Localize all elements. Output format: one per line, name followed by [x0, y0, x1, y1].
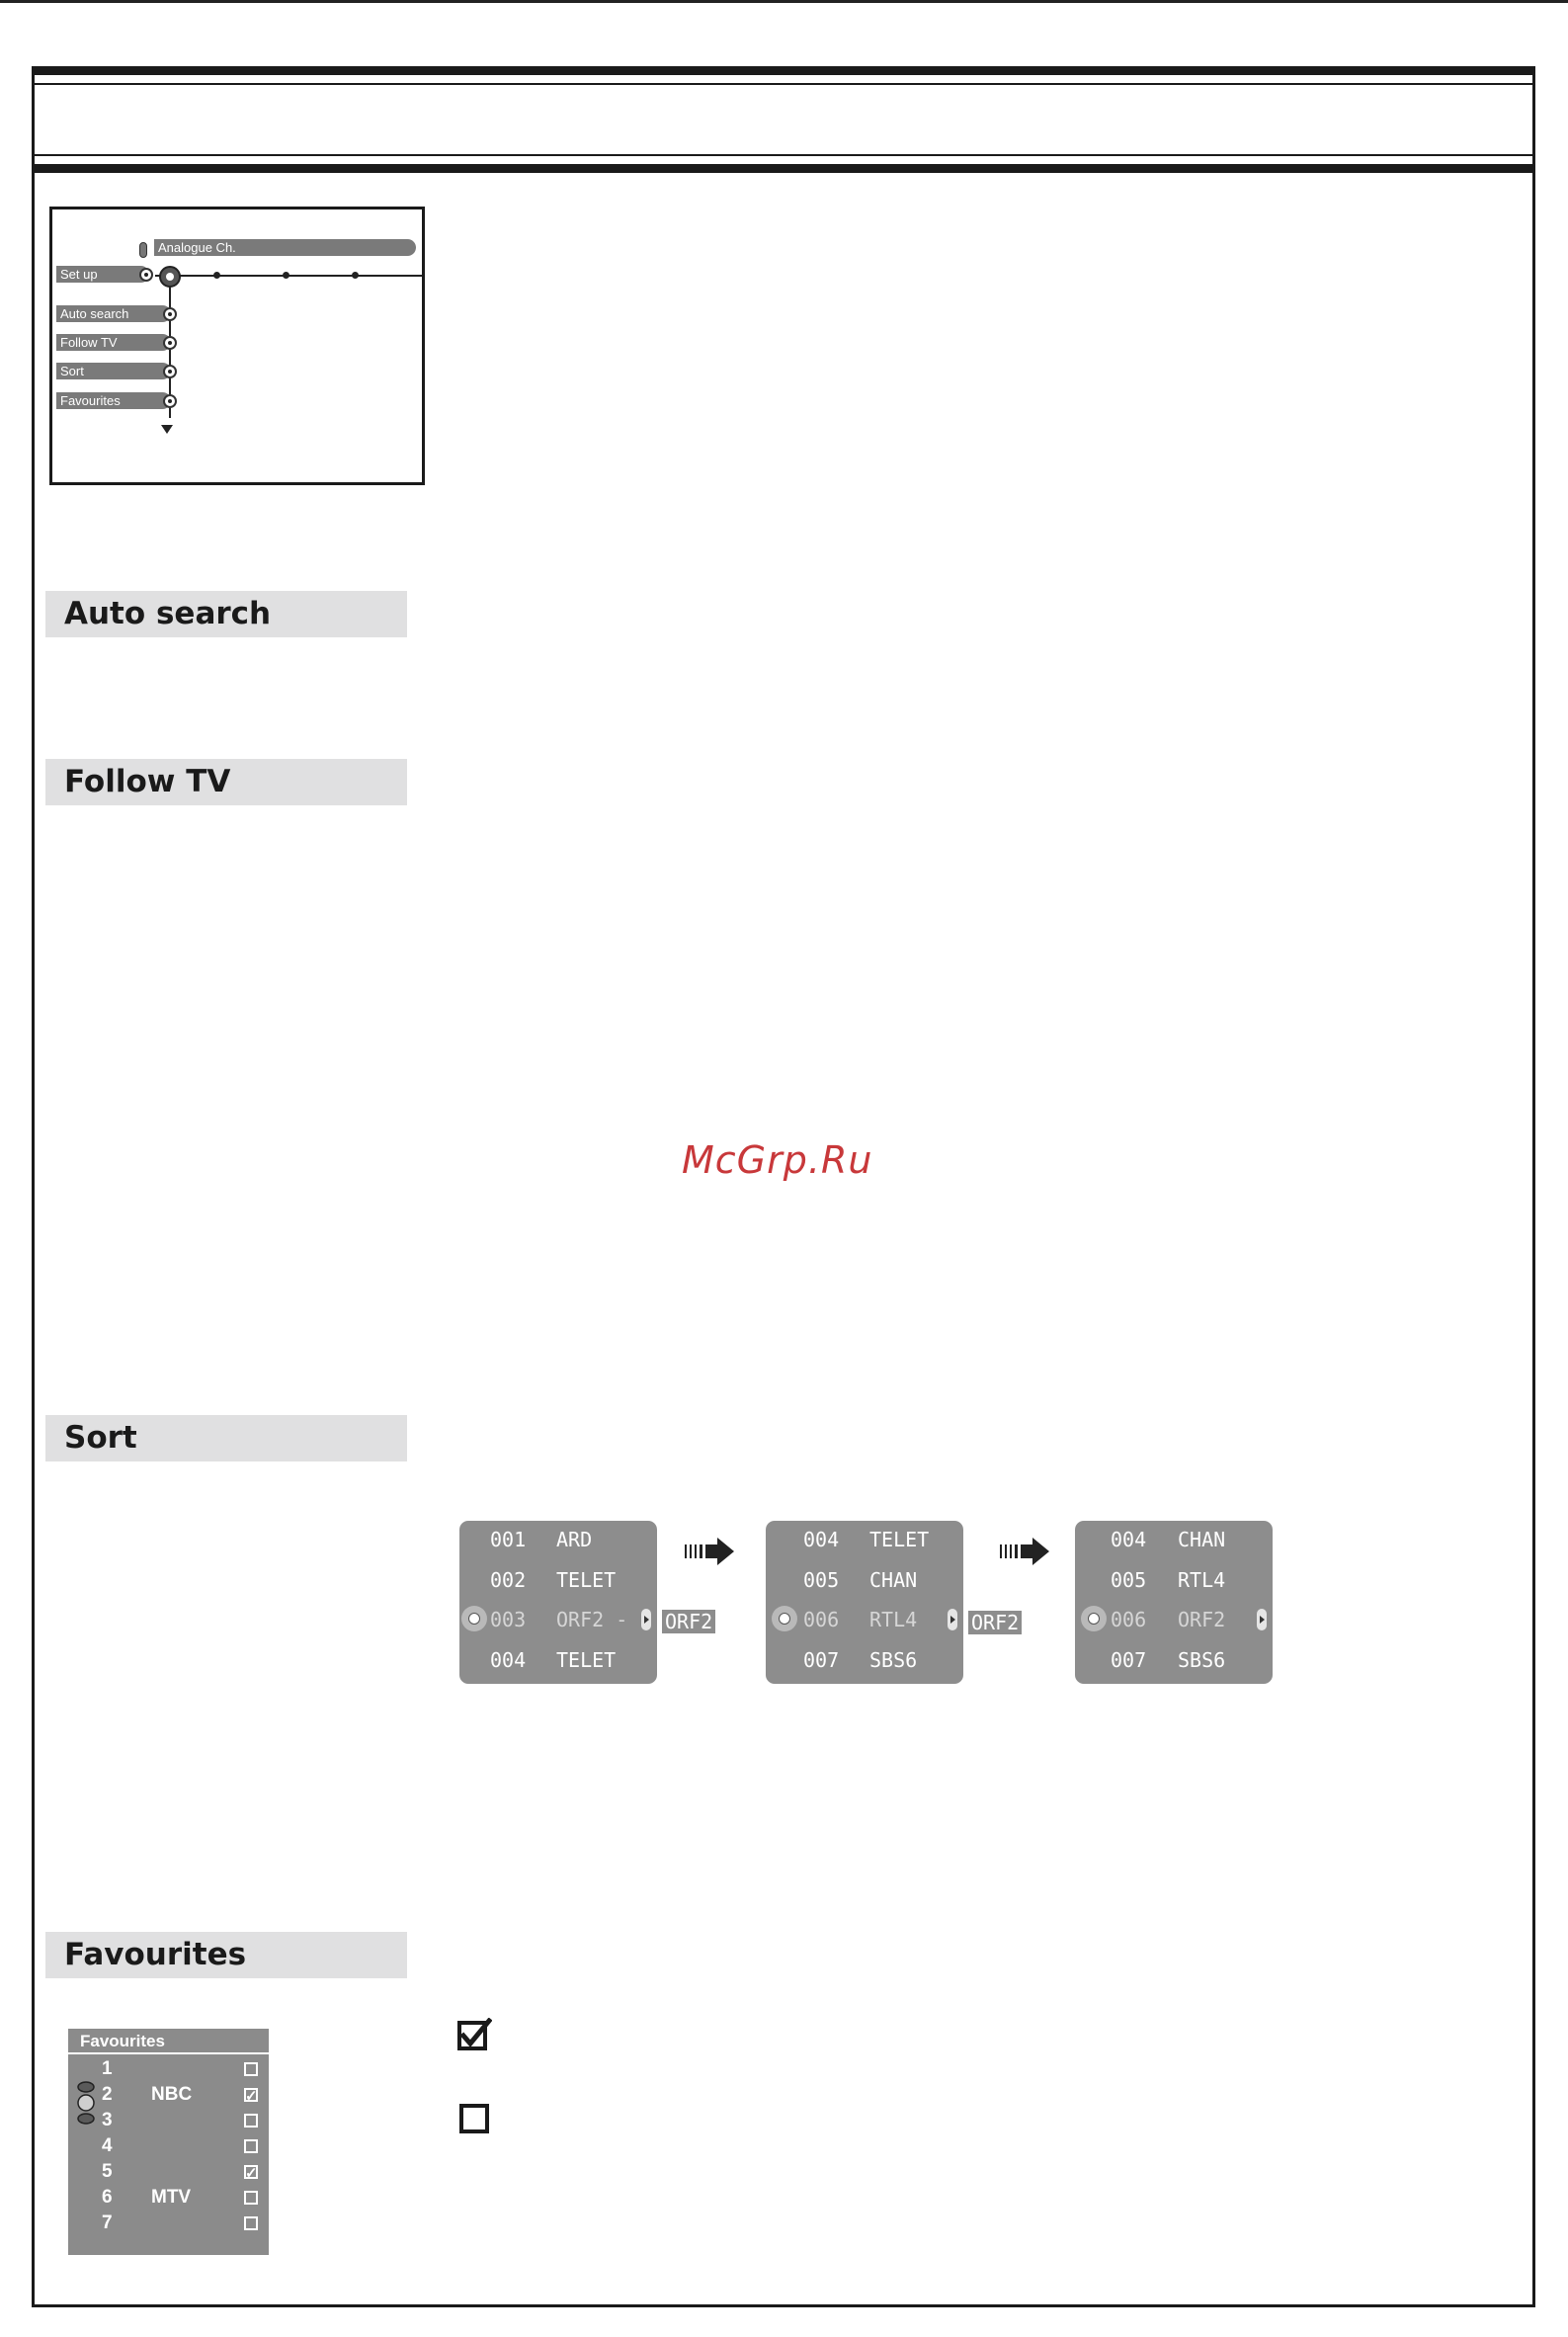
- channel-row-selected: 006 ORF2: [1111, 1608, 1226, 1631]
- channel-row-selected: 003 ORF2 -: [490, 1608, 628, 1631]
- menu-item-favourites: Favourites: [56, 392, 171, 409]
- unchecked-box-icon: [244, 2191, 258, 2205]
- menu-node-icon: [139, 268, 153, 282]
- menu-dot-icon: [213, 272, 220, 279]
- unchecked-box-icon: [244, 2139, 258, 2153]
- menu-item-setup: Set up: [56, 266, 149, 283]
- favourites-menu-illustration: [68, 2029, 269, 2255]
- checked-box-icon: [456, 2018, 492, 2053]
- menu-node-icon: [163, 365, 177, 378]
- channel-row: 004 TELET: [803, 1528, 930, 1551]
- sort-panel-2: [766, 1521, 963, 1684]
- right-arrow-icon: [685, 1538, 734, 1565]
- section-heading-auto-search: Auto search: [45, 591, 407, 637]
- channel-row-selected: 006 RTL4: [803, 1608, 918, 1631]
- menu-item-auto-search: Auto search: [56, 305, 171, 322]
- menu-node-icon: [163, 307, 177, 321]
- favourites-row: 6 MTV: [68, 2185, 269, 2211]
- empty-box-icon: [459, 2104, 489, 2133]
- channel-row: 002 TELET: [490, 1568, 617, 1592]
- down-arrow-icon: [161, 425, 173, 434]
- right-arrow-icon: [1000, 1538, 1049, 1565]
- right-arrow-icon: [641, 1609, 651, 1630]
- channel-row: 007 SBS6: [1111, 1648, 1226, 1672]
- sort-panel-1: [459, 1521, 657, 1684]
- channel-row: 005 RTL4: [1111, 1568, 1226, 1592]
- navigation-joystick-icon: [159, 266, 181, 288]
- favourites-row: 1: [68, 2056, 269, 2082]
- moving-channel-tag: ORF2: [968, 1611, 1022, 1634]
- section-heading-favourites: Favourites: [45, 1932, 407, 1978]
- channel-row: 004 TELET: [490, 1648, 617, 1672]
- favourites-row: 4: [68, 2133, 269, 2159]
- section-heading-follow-tv: Follow TV: [45, 759, 407, 805]
- menu-dot-icon: [352, 272, 359, 279]
- menu-dot-icon: [283, 272, 289, 279]
- right-arrow-icon: [1257, 1609, 1267, 1630]
- menu-item-sort: Sort: [56, 363, 171, 379]
- favourites-row: 3: [68, 2108, 269, 2133]
- unchecked-box-icon: [244, 2062, 258, 2076]
- top-rule: [0, 0, 1568, 3]
- section-heading-sort: Sort: [45, 1415, 407, 1461]
- header-rule-top: [32, 66, 1535, 75]
- favourites-title: Favourites: [68, 2029, 269, 2054]
- menu-node-icon: [163, 336, 177, 350]
- checked-box-icon: [244, 2165, 258, 2179]
- menu-cursor-icon: [139, 242, 147, 258]
- channel-row: 004 CHAN: [1111, 1528, 1226, 1551]
- menu-node-icon: [163, 394, 177, 408]
- unchecked-box-icon: [244, 2216, 258, 2230]
- menu-item-analogue: Analogue Ch.: [154, 239, 416, 256]
- favourites-row: 5 ✓: [68, 2159, 269, 2185]
- channel-row: 001 ARD: [490, 1528, 593, 1551]
- favourites-row: 7: [68, 2211, 269, 2236]
- channel-row: 007 SBS6: [803, 1648, 918, 1672]
- channel-row: 005 CHAN: [803, 1568, 918, 1592]
- unchecked-box-icon: [244, 2114, 258, 2128]
- menu-item-follow-tv: Follow TV: [56, 334, 171, 351]
- header-rule-thin: [35, 154, 1532, 156]
- favourites-row: 2 NBC ✓: [68, 2082, 269, 2108]
- sort-panel-3: [1075, 1521, 1273, 1684]
- right-arrow-icon: [948, 1609, 957, 1630]
- header-rule-bottom: [32, 164, 1535, 173]
- watermark: McGrp.Ru: [682, 1138, 873, 1182]
- checked-box-icon: [244, 2088, 258, 2102]
- header-rule-thin: [35, 83, 1532, 85]
- setup-menu-illustration: [49, 207, 425, 485]
- moving-channel-tag: ORF2: [662, 1610, 715, 1633]
